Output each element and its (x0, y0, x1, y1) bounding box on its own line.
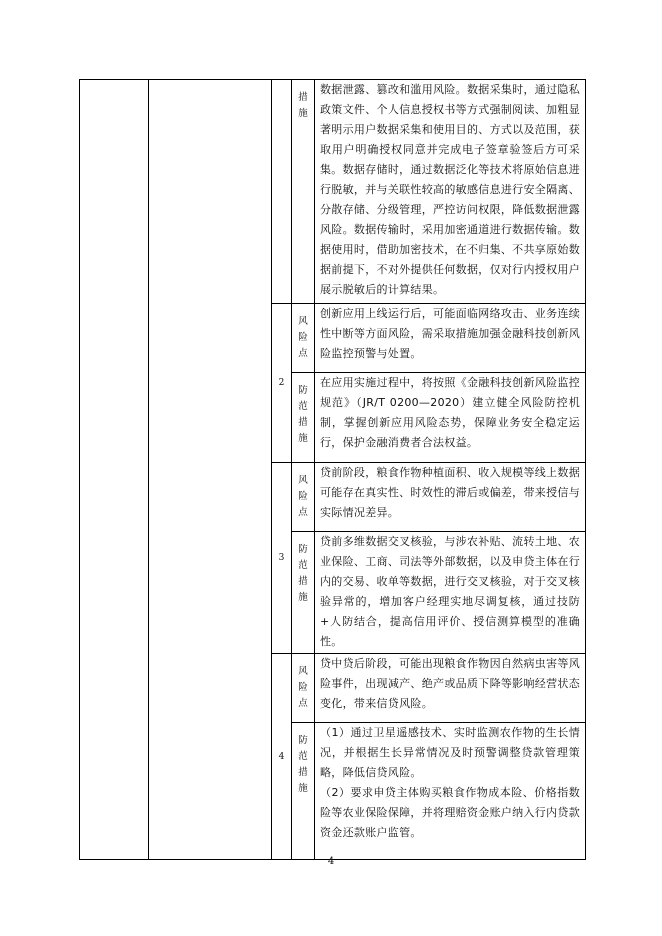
row-label-cell (292, 654, 315, 723)
row-text-cell (315, 304, 586, 373)
row-label: 风险点 (298, 666, 308, 709)
row-label: 防范措施 (298, 544, 308, 603)
table-row (80, 80, 586, 304)
column-1-cell (80, 80, 149, 860)
row-text-cell (315, 654, 586, 723)
row-text-cell (315, 80, 586, 304)
row-number: 4 (278, 751, 285, 762)
row-label-cell (292, 532, 315, 654)
row-number: 3 (278, 553, 285, 563)
row-text: 贷前多维数据交叉核验，与涉农补贴、流转土地、农业保险、工商、司法等外部数据，以及申贷主体在行内的交易、收单等数据，进行交叉核验，对于交叉核验异常的，增加客户经理实地尽调复核，通过技防+人防结合，提高信用评价、授信测算模型的准确性。 (320, 535, 580, 648)
row-number: 2 (278, 378, 285, 388)
row-label-cell (292, 723, 315, 860)
row-text-cell (315, 373, 586, 463)
row-label: 措施 (298, 92, 308, 119)
page-number: 4 (327, 856, 335, 867)
row-paragraph-1: （1）通过卫星遥感技术、实时监测农作物的生长情况，并根据生长异常情况及时预警调整贷款管理策略，降低信贷风险。 (320, 726, 580, 779)
row-text: 数据泄露、篡改和滥用风险。数据采集时，通过隐私政策文件、个人信息授权书等方式强制阅读、加粗显著明示用户数据采集和使用目的、方式以及范围，获取用户明确授权同意并完成电子签章验签后方可采集。数据存储时，通过数据泛化等技术将原始信息进行脱敏，并与关联性较高的敏感信息进行安全隔离、分散存储、分级管理，严控访问权限，降低数据泄露风险。数据传输时，采用加密通道进行数据传输。数据使用时，借助加密技术，在不归集、不共享原始数据前提下，不对外提供任何数据，仅对行内授权用户展示脱敏后的计算结果。 (320, 83, 580, 296)
row-label: 防范措施 (298, 385, 308, 444)
row-label: 风险点 (298, 316, 308, 359)
row-text-cell (315, 463, 586, 532)
row-text: 贷前阶段，粮食作物种植面积、收入规模等线上数据可能存在真实性、时效性的滞后或偏差，带来授信与实际情况差异。 (320, 466, 580, 519)
row-text: 贷中贷后阶段，可能出现粮食作物因自然病虫害等风险事件，出现减产、绝产或品质下降等影响经营状态变化，带来信贷风险。 (320, 657, 580, 710)
row-label-cell (292, 80, 315, 304)
risk-table (79, 79, 586, 860)
column-2-cell (149, 80, 272, 860)
row-number-cell (272, 463, 292, 654)
row-label: 风险点 (298, 475, 308, 518)
row-number-cell (272, 654, 292, 860)
row-text: 在应用实施过程中，将按照《金融科技创新风险监控规范》（JR/T 0200—2020）建立健全风险防控机制，掌握创新应用风险态势，保障业务安全稳定运行，保护金融消费者合法权益。 (320, 376, 580, 449)
row-label-cell (292, 373, 315, 463)
row-text-cell (315, 723, 586, 860)
row-label-cell (292, 304, 315, 373)
row-number-cell (272, 304, 292, 463)
row-text-cell (315, 532, 586, 654)
row-paragraph-2: （2）要求申贷主体购买粮食作物成本险、价格指数险等农业保险保障，并将理赔资金账户纳入行内贷款资金还款账户监管。 (320, 786, 580, 839)
row-number-cell (272, 80, 292, 304)
row-text: 创新应用上线运行后，可能面临网络攻击、业务连续性中断等方面风险，需采取措施加强金融科技创新风险监控预警与处置。 (320, 307, 580, 360)
row-label: 防范措施 (298, 735, 308, 794)
row-label-cell (292, 463, 315, 532)
